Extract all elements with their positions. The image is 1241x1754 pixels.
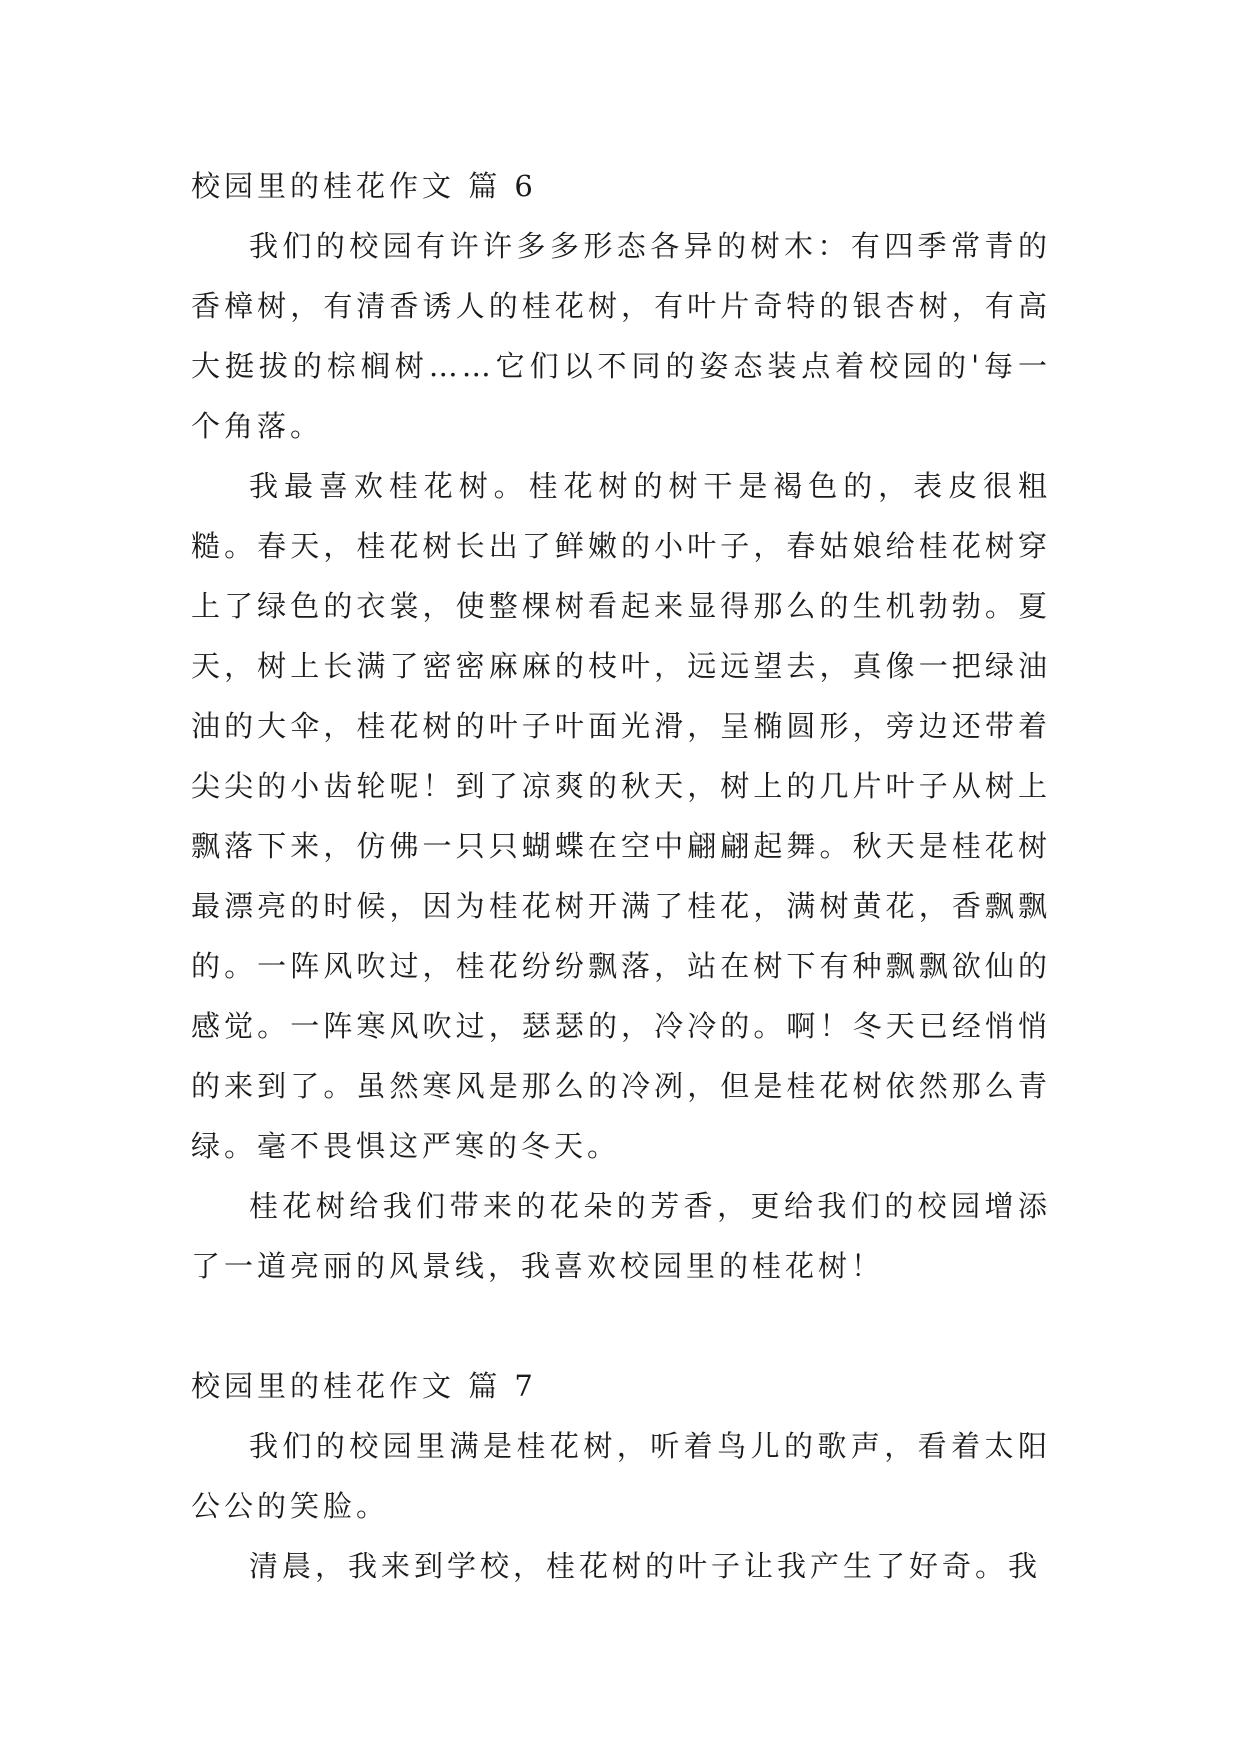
essay-section-7 xyxy=(191,1356,1051,1596)
section-spacer xyxy=(191,1296,1051,1356)
essay-section-6 xyxy=(191,156,1051,1296)
section-title: 校园里的桂花作文 篇 6 xyxy=(191,169,537,203)
paragraph: 我最喜欢桂花树。桂花树的树干是褐色的，表皮很粗糙。春天，桂花树长出了鲜嫩的小叶子，春姑娘给桂花树穿上了绿色的衣裳，使整棵树看起来显得那么的生机勃勃。夏天，树上长满了密密麻麻的枝叶，远远望去，真像一把绿油油的大伞，桂花树的叶子叶面光滑，呈椭圆形，旁边还带着尖尖的小齿轮呢！到了凉爽的秋天，树上的几片叶子从树上飘落下来，仿佛一只只蝴蝶在空中翩翩起舞。秋天是桂花树最漂亮的时候，因为桂花树开满了桂花，满树黄花，香飘飘的。一阵风吹过，桂花纷纷飘落，站在树下有种飘飘欲仙的感觉。一阵寒风吹过，瑟瑟的，冷冷的。啊！冬天已经悄悄的来到了。虽然寒风是那么的冷冽，但是桂花树依然那么青绿。毫不畏惧这严寒的冬天。 xyxy=(191,469,1051,1163)
section-title: 校园里的桂花作文 篇 7 xyxy=(191,1369,537,1403)
paragraph: 我们的校园里满是桂花树，听着鸟儿的歌声，看着太阳公公的笑脸。 xyxy=(191,1429,1051,1523)
paragraph: 我们的校园有许许多多形态各异的树木：有四季常青的香樟树，有清香诱人的桂花树，有叶片奇特的银杏树，有高大挺拔的棕榈树……它们以不同的姿态装点着校园的'每一个角落。 xyxy=(191,229,1051,443)
paragraph: 桂花树给我们带来的花朵的芳香，更给我们的校园增添了一道亮丽的风景线，我喜欢校园里的桂花树！ xyxy=(191,1189,1051,1283)
paragraph: 清晨，我来到学校，桂花树的叶子让我产生了好奇。我 xyxy=(249,1549,1042,1583)
document-body xyxy=(191,156,1051,1596)
